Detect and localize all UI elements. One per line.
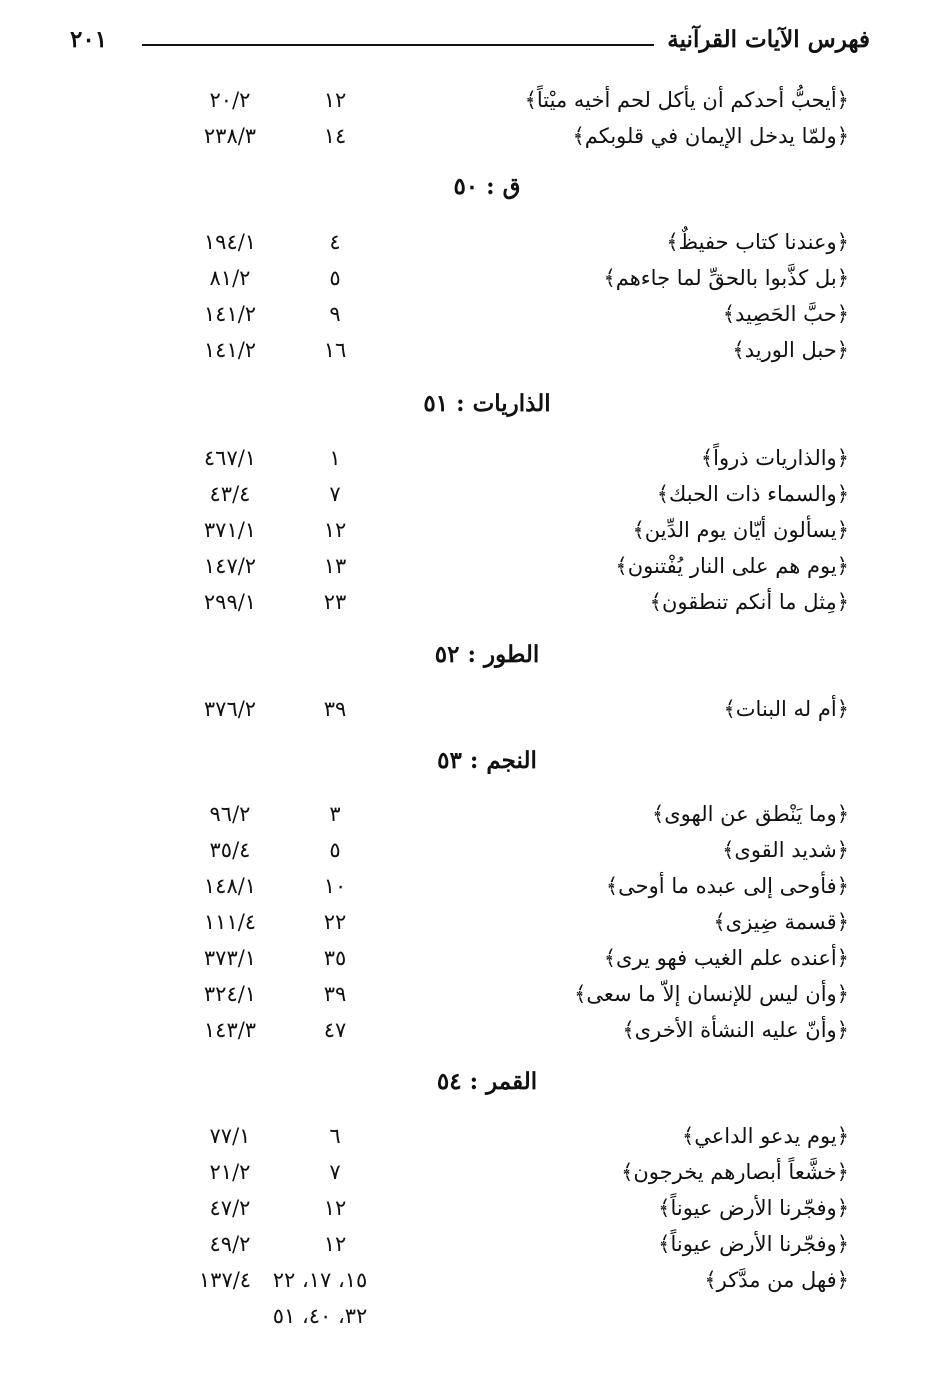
ayah-number: ٢٣ (323, 590, 347, 614)
surah-heading: القمر : ٥٤ (436, 1068, 538, 1095)
page-reference: ١١١/٤ (203, 910, 257, 934)
page-reference: ٣٧١/١ (203, 518, 257, 542)
page-reference: ٣٧٣/١ (203, 946, 257, 970)
page-reference: ١٣٧/٤ (198, 1268, 252, 1292)
verse-text: ﴿خشَّعاً أبصارهم يخرجون﴾ (621, 1160, 849, 1184)
index-entry (0, 910, 934, 946)
index-entry (0, 697, 934, 733)
verse-text: ﴿وفجّرنا الأرض عيوناً﴾ (658, 1196, 849, 1220)
surah-heading: النجم : ٥٣ (437, 747, 537, 774)
verse-text: ﴿والذاريات ذرواً﴾ (700, 446, 849, 470)
index-entry (0, 518, 934, 554)
verse-text: ﴿أم له البنات﴾ (723, 697, 849, 721)
ayah-number: ١٣ (323, 554, 347, 578)
verse-text: ﴿فأوحى إلى عبده ما أوحى﴾ (605, 874, 849, 898)
index-entry (0, 982, 934, 1018)
ayah-number: ٤ (329, 230, 341, 254)
page-reference: ٤٦٧/١ (203, 446, 257, 470)
page-reference: ٢٩٩/١ (203, 590, 257, 614)
index-entry (0, 302, 934, 338)
page-reference: ٣٢٤/١ (203, 982, 257, 1006)
page-reference: ٨١/٢ (209, 266, 251, 290)
index-entry (0, 946, 934, 982)
ayah-number: ١٢ (323, 88, 347, 112)
index-entry (0, 266, 934, 302)
verse-text: ﴿وأن ليس للإنسان إلاّ ما سعى﴾ (574, 982, 849, 1006)
ayah-number: ٣٥ (323, 946, 347, 970)
index-entry (0, 1196, 934, 1232)
ayah-number: ١٤ (323, 124, 347, 148)
verse-text: ﴿يوم يدعو الداعي﴾ (681, 1124, 849, 1148)
page-reference: ٢٠/٢ (209, 88, 251, 112)
verse-text: ﴿أعنده علم الغيب فهو يرى﴾ (603, 946, 849, 970)
ayah-number: ٤٧ (323, 1018, 347, 1042)
index-entry (0, 124, 934, 160)
index-entry (0, 1018, 934, 1054)
index-entry (0, 230, 934, 266)
page-reference: ١٤١/٢ (203, 338, 257, 362)
index-entry (0, 1160, 934, 1196)
verse-text: ﴿وأنّ عليه النشأة الأخرى﴾ (622, 1018, 849, 1042)
verse-text: ﴿وفجّرنا الأرض عيوناً﴾ (658, 1232, 849, 1256)
ayah-number: ١٢ (323, 1196, 347, 1220)
ayah-number: ٣٩ (323, 697, 347, 721)
ayah-number: ١ (329, 446, 341, 470)
page-reference: ٢٣٨/٣ (203, 124, 257, 148)
header-rule (142, 44, 654, 46)
verse-text: ﴿شديد القوى﴾ (722, 838, 849, 862)
ayah-number: ٣ (329, 802, 341, 826)
ayah-number: ٢٢ (323, 910, 347, 934)
ayah-number: ٧ (329, 1160, 341, 1184)
index-entry (0, 838, 934, 874)
ayah-number: ٥ (329, 266, 341, 290)
index-entry (0, 874, 934, 910)
page-reference: ٣٥/٤ (209, 838, 251, 862)
index-entry (0, 590, 934, 626)
index-entry (0, 1124, 934, 1160)
page-reference: ٤٩/٢ (209, 1232, 251, 1256)
index-entry (0, 338, 934, 374)
page-reference: ٤٧/٢ (209, 1196, 251, 1220)
verse-text: ﴿وما يَنْطق عن الهوى﴾ (651, 802, 849, 826)
index-entry (0, 482, 934, 518)
index-entry (0, 1232, 934, 1268)
index-entry (0, 446, 934, 482)
page-reference: ٧٧/١ (209, 1124, 251, 1148)
page-reference: ١٩٤/١ (203, 230, 257, 254)
ayah-number: ١٦ (323, 338, 347, 362)
ayah-number: ٦ (329, 1124, 341, 1148)
ayah-number: ٧ (329, 482, 341, 506)
ayah-number: ١٢ (323, 518, 347, 542)
verse-text: ﴿فهل من مدَّكر﴾ (704, 1268, 849, 1292)
verse-text: ﴿ولمّا يدخل الإيمان في قلوبكم﴾ (572, 124, 849, 148)
page-reference: ٣٧٦/٢ (203, 697, 257, 721)
header-title: فهرس الآيات القرآنية (667, 26, 870, 53)
verse-text: ﴿يسألون أيّان يوم الدِّين﴾ (632, 518, 849, 542)
verse-text: ﴿يوم هم على النار يُفْتنون﴾ (615, 554, 849, 578)
ayah-number: ١٠ (323, 874, 347, 898)
surah-heading: الطور : ٥٢ (434, 641, 540, 668)
index-entry (0, 802, 934, 838)
verse-text: ﴿وعندنا كتاب حفيظٌ﴾ (666, 230, 849, 254)
page-reference: ٩٦/٢ (209, 802, 251, 826)
page-reference: ٤٣/٤ (209, 482, 251, 506)
page-number: ٢٠١ (70, 26, 108, 53)
index-entry (0, 554, 934, 590)
ayah-number: ٣٩ (323, 982, 347, 1006)
ayah-number: ١٥، ١٧، ٢٢ (272, 1268, 368, 1292)
surah-heading: ق : ٥٠ (453, 173, 521, 200)
index-entry (0, 88, 934, 124)
ayah-number: ٥ (329, 838, 341, 862)
page-header (70, 26, 870, 60)
verse-text: ﴿بل كذَّبوا بالحقِّ لما جاءهم﴾ (603, 266, 849, 290)
verse-text: ﴿والسماء ذات الحبك﴾ (656, 482, 849, 506)
page-reference: ١٤٣/٣ (203, 1018, 257, 1042)
index-entry (0, 1268, 934, 1304)
page-reference: ١٤١/٢ (203, 302, 257, 326)
ayah-number-continuation: ٣٢، ٤٠، ٥١ (272, 1304, 368, 1328)
surah-heading: الذاريات : ٥١ (423, 390, 551, 417)
verse-text: ﴿أيحبُّ أحدكم أن يأكل لحم أخيه ميْتاً﴾ (524, 88, 849, 112)
page-reference: ١٤٨/١ (203, 874, 257, 898)
ayah-number: ٩ (329, 302, 341, 326)
verse-text: ﴿حبَّ الحَصِيد﴾ (722, 302, 849, 326)
page-reference: ١٤٧/٢ (203, 554, 257, 578)
ayah-number: ١٢ (323, 1232, 347, 1256)
verse-text: ﴿قسمة ضِيزى﴾ (713, 910, 849, 934)
page-reference: ٢١/٢ (209, 1160, 251, 1184)
verse-text: ﴿حبل الوريد﴾ (732, 338, 849, 362)
index-entry-continuation (0, 1304, 934, 1340)
verse-text: ﴿مِثل ما أنكم تنطقون﴾ (649, 590, 849, 614)
